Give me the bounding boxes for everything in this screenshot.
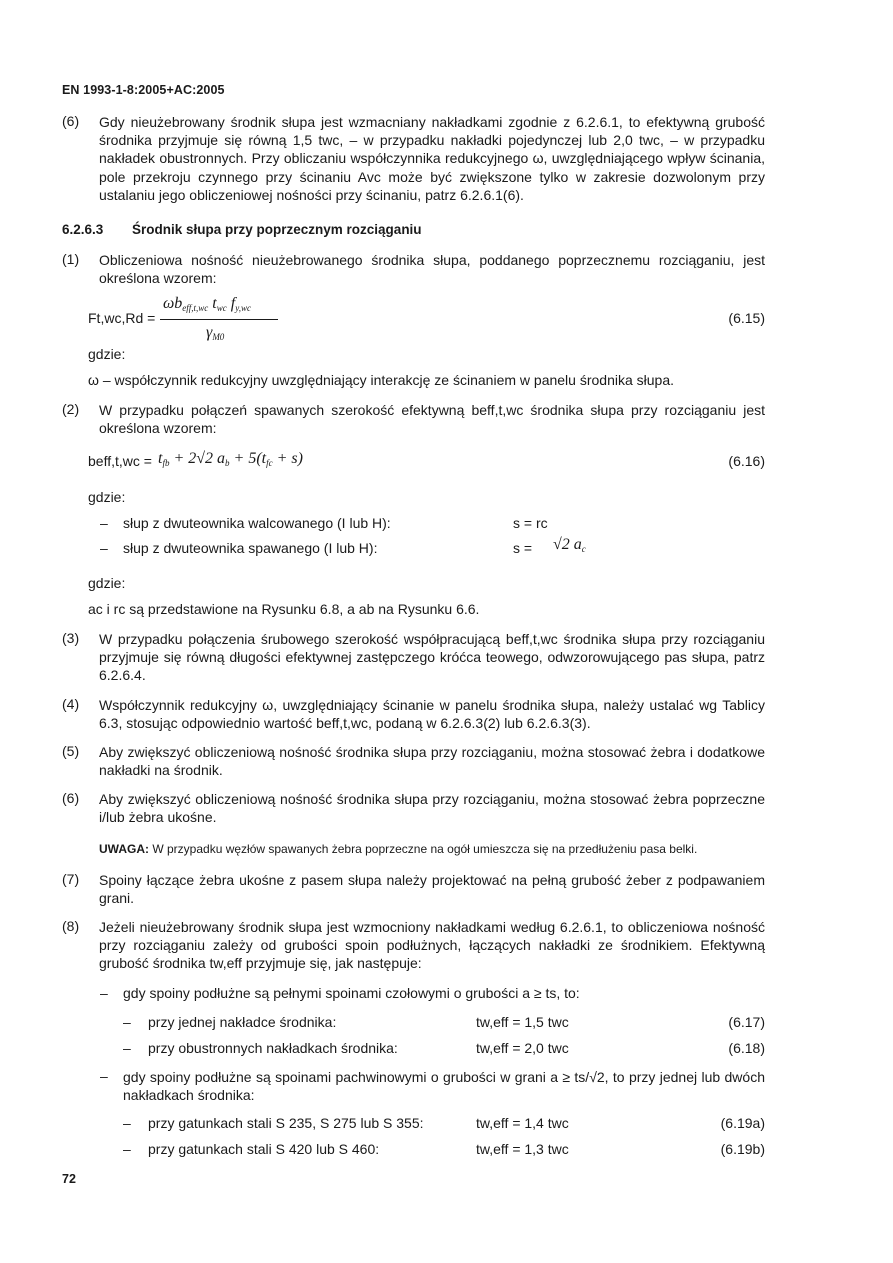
case-formula: tw,eff = 2,0 twc (476, 1040, 569, 1056)
clause-text: Współczynnik redukcyjny ω, uwzględniający ścinanie w panelu środnika słupa, należy ustalać wg Tablicy 6.3, stosując odpowiednio wartość beff,t,wc, podaną w 6.2.6.3(2) lub 6.2.6.3(3). (99, 697, 765, 732)
sqrt-expression: √2 $a_c$ (553, 536, 586, 554)
note (99, 842, 697, 856)
case-formula: tw,eff = 1,4 twc (476, 1115, 569, 1131)
section-title: Środnik słupa przy poprzecznym rozciąganiu (132, 222, 422, 237)
clause-text: Jeżeli nieużebrowany środnik słupa jest wzmocniony nakładkami według 6.2.6.1, to obliczeniowa nośność przy rozciąganiu zależy od grubości spoin podłużnych, łączących nakładki ze środnikiem. Efektywną grubość środnika tw,eff przyjmuje się, jak następuje: (99, 919, 765, 972)
section-number: 6.2.6.3 (62, 222, 104, 237)
equation-number: (6.16) (728, 453, 765, 469)
clause-number: (1) (62, 251, 80, 267)
equation-number: (6.19a) (720, 1115, 765, 1131)
note-text: W przypadku węzłów spawanych żebra poprzeczne na ogół umieszcza się na przedłużeniu pasa belki. (152, 842, 698, 856)
equation-denominator: $\gamma_{M0}$ (206, 324, 225, 342)
clause-number: (3) (62, 630, 80, 646)
list-item: słup z dwuteownika spawanego (I lub H): (123, 540, 378, 556)
clause-number: (6) (62, 113, 80, 129)
equation-number: (6.19b) (720, 1141, 765, 1157)
clause-number: (2) (62, 401, 80, 417)
equation-rhs: $t_{fb} + 2√2$ $a_b + 5(t_{fc} + s)$ (158, 450, 303, 468)
list-item: słup z dwuteownika walcowanego (I lub H): (123, 515, 391, 531)
case-formula: tw,eff = 1,5 twc (476, 1014, 569, 1030)
clause-text: Obliczeniowa nośność nieużebrowanego środnika słupa, poddanego poprzecznemu rozciąganiu, jest określona wzorem: (99, 252, 765, 287)
dash-bullet: – (123, 1040, 131, 1056)
clause-text: Aby zwiększyć obliczeniową nośność środnika słupa przy rozciąganiu, można stosować żebra poprzeczne i/lub żebra ukośne. (99, 791, 765, 826)
clause-number: (4) (62, 696, 80, 712)
equation-number: (6.17) (728, 1014, 765, 1030)
symbol-definition: ω – współczynnik redukcyjny uwzględniający interakcję ze ścinaniem w panelu środnika słupa. (88, 372, 674, 388)
case-item: gdy spoiny podłużne są spoinami pachwinowymi o grubości w grani a ≥ ts/√2, to przy jednej lub dwóch nakładkach środnika: (123, 1069, 765, 1104)
clause-number: (7) (62, 871, 80, 887)
case-subitem: przy gatunkach stali S 420 lub S 460: (148, 1141, 380, 1157)
dash-bullet: – (100, 540, 108, 556)
clause-text: Gdy nieużebrowany środnik słupa jest wzmacniany nakładkami zgodnie z 6.2.6.1, to efektywną grubość środnika przyjmuje się równą 1,5 twc, – w przypadku nakładki pojedynczej lub 2,0 twc, – w przypadku nakładek obustronnych. Przy obliczaniu współczynnika redukcyjnego ω, uwzględniającego wpływ ścinania, pole przekroju czynnego przy ścinaniu Avc może być zwiększone tylko w zakresie dozwolonym przy ustalaniu jego obliczeniowej nośności przy ścinaniu, patrz 6.2.6.1(6). (99, 114, 765, 203)
section-heading (62, 222, 422, 237)
case-item: gdy spoiny podłużne są pełnymi spoinami czołowymi o grubości a ≥ ts, to: (123, 985, 580, 1001)
fraction-bar (160, 319, 278, 320)
case-subitem: przy obustronnych nakładkach środnika: (148, 1040, 398, 1056)
clause-text: Spoiny łączące żebra ukośne z pasem słupa należy projektować na pełną grubość żeber z podpawaniem grani. (99, 872, 765, 907)
dash-bullet: – (100, 515, 108, 531)
dash-bullet: – (100, 985, 108, 1001)
dash-bullet: – (123, 1115, 131, 1131)
note-label: UWAGA: (99, 842, 149, 856)
case-formula: tw,eff = 1,3 twc (476, 1141, 569, 1157)
case-subitem: przy gatunkach stali S 235, S 275 lub S 355: (148, 1115, 424, 1131)
dash-bullet: – (100, 1068, 108, 1084)
where-label: gdzie: (88, 575, 126, 591)
dash-bullet: – (123, 1141, 131, 1157)
clause-number: (6) (62, 790, 80, 806)
symbol-definition: ac i rc są przedstawione na Rysunku 6.8, a ab na Rysunku 6.6. (88, 601, 480, 617)
clause-number: (8) (62, 918, 80, 934)
equation-lhs: beff,t,wc = (88, 453, 152, 469)
clause-text: Aby zwiększyć obliczeniową nośność środnika słupa przy rozciąganiu, można stosować żebra i dodatkowe nakładki na środnik. (99, 744, 765, 779)
page-number: 72 (62, 1172, 76, 1186)
equation-number: (6.18) (728, 1040, 765, 1056)
clause-text: W przypadku połączenia śrubowego szerokość współpracującą beff,t,wc środnika słupa przy rozciąganiu przyjmuje się równą długości efektywnej zastępczego króćca teowego, odwzorowującego pas słupa, patrz 6.2.6.4. (99, 631, 765, 684)
case-subitem: przy jednej nakładce środnika: (148, 1014, 337, 1030)
clause-text: W przypadku połączeń spawanych szerokość efektywną beff,t,wc środnika słupa przy rozciąganiu jest określona wzorem: (99, 402, 765, 437)
list-item-value: s = (513, 540, 533, 556)
where-label: gdzie: (88, 346, 126, 362)
clause-number: (5) (62, 743, 80, 759)
equation-numerator: $\omega b_{eff,t,wc}$ $t_{wc}$ $f_{y,wc}$ (163, 295, 251, 313)
equation-number: (6.15) (728, 310, 765, 326)
dash-bullet: – (123, 1014, 131, 1030)
list-item-value: s = rc (513, 515, 548, 531)
where-label: gdzie: (88, 489, 126, 505)
document-header: EN 1993-1-8:2005+AC:2005 (62, 83, 225, 97)
equation-lhs: Ft,wc,Rd = (88, 310, 156, 326)
